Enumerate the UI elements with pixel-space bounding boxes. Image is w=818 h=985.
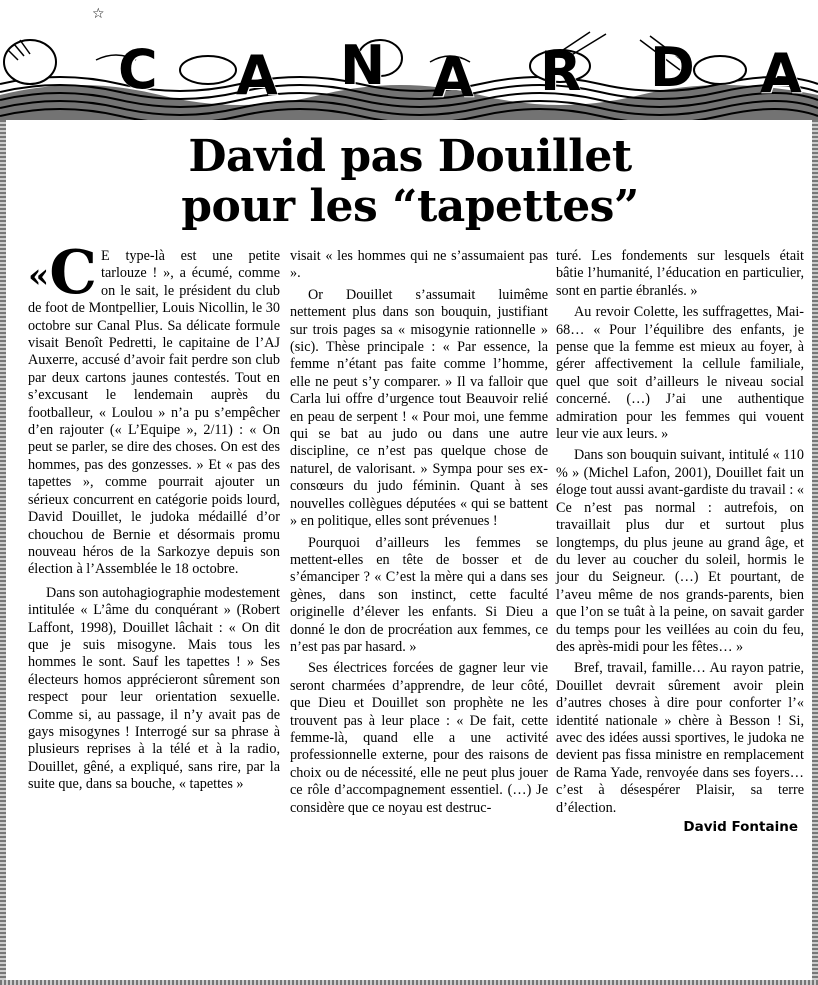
article-headline [60, 132, 760, 232]
banner-letter: A [432, 46, 474, 109]
banner-letter: D [650, 36, 695, 99]
article-column-1 [28, 238, 280, 794]
article-paragraph: Ses électrices forcées de gagner leur vie seront charmées d’apprendre, de leur côté, que Dieu et Douillet son prophète ne les trouvent pas à leur place : « De fait, cette femme-là, quand elle a une activité professionnelle externe, pour des raisons de choix ou de nécessité, elle ne peut plus jouer ce rôle d’accompagnement essentiel. (…) Je considère que ce noyau est destruc- [290, 660, 548, 816]
banner-title [0, 34, 818, 109]
banner-letter: A [760, 42, 802, 105]
article-paragraph: Au revoir Colette, les suffragettes, Mai-68… « Pour l’équilibre des enfants, je pense que la femme est mieux au foyer, à gérer affectivement la cellule familiale, quel que soit d’ailleurs le niveau social concerné. (…) J’ai une authentique admiration pour les femmes qui vouent leur vie aux leurs. » [556, 304, 804, 443]
drop-cap-letter: C [49, 238, 98, 308]
article-column-2 [290, 248, 548, 817]
banner-letter: C [118, 38, 158, 101]
article-paragraph: turé. Les fondements sur lesquels était bâtie l’humanité, l’éducation en particulier, sont en partie ébranlés. » [556, 248, 804, 299]
banner-letter: A [236, 44, 278, 107]
article-column-3 [556, 248, 804, 836]
drop-cap [28, 238, 98, 308]
left-border [0, 120, 6, 982]
banner-letter: N [340, 34, 386, 97]
headline-line-1: David pas Douillet [188, 131, 632, 182]
open-quote: « [28, 256, 50, 296]
article-paragraph: Bref, travail, famille… Au rayon patrie, Douillet devrait sûrement avoir plein d’autres choses à dire pour conforter l’« identité nationale » chère à Besson ! Si, avec des idées aussi sportives, le judoka ne devient pas fissa ministre en remplacement de Rama Yade, renvoyée dans ses foyers… c’est à désespérer Plaisir, sa terre d’élection. [556, 660, 804, 816]
article-paragraph [28, 238, 280, 579]
article-paragraph: Or Douillet s’assumait luimême nettement plus dans son bouquin, justifiant sur trois pages sa « misogynie rationnelle » (sic). Thèse principale : « Par essence, la femme n’étant pas faite comme l’homme, elle ne peut s’y comparer. » Il va falloir que Carla lui offre d’urgence tout Beauvoir relié en peau de serpent ! « Pour moi, une femme qui se bat au judo ou dans une autre discipline, ce n’est pas quelque chose de naturel, de valorisant. » Sympa pour ses ex-consœurs du judo féminin. Quant à ses nouvelles collègues députées « qui se battent » en politique, elles sont prévenues ! [290, 286, 548, 530]
article-paragraph: Dans son bouquin suivant, intitulé « 110 % » (Michel Lafon, 2001), Douillet fait un éloge tout aussi avant-gardiste du travail : « Ce n’est pas normal : autrefois, on travaillait plus dur et surtout plus longtemps, du plus jeune au grand âge, et du lever au coucher du soleil, hormis le jour du Seigneur. (…) Et pourtant, de l’aveu même de nos grands-parents, bien que l’on se tuât à la peine, on savait garder du temps pour les veillées au coin du feu, des après-midi pour les fêtes… » [556, 447, 804, 655]
article-paragraph: Pourquoi d’ailleurs les femmes se mettent-elles en tête de bosser et de s’émanciper ? « C’est la mère qui a dans ses gènes, dans son instinct, cette faculté originelle d’élever les enfants. Si Dieu a donné le don de procréation aux femmes, ce n’est pas par hasard. » [290, 534, 548, 655]
svg-text:☆: ☆ [92, 6, 105, 22]
paragraph-text: E type-là est une petite tarlouze ! », a écumé, comme on le sait, le président du club de foot de Montpellier, Louis Nicollin, le 30 octobre sur Canal Plus. Sa délicate formule visait Benoît Pedretti, le capitaine de l’AJ Auxerre, accusé d’avoir fait perdre son club par deux cartons jaunes contestés. Tout en s’excusant le lendemain auprès du footballeur, « Loulou » n’a pu s’empêcher d’en rajouter (« L’Equipe », 2/11) : « On peut se parler, se dire des choses. On est des hommes, pas des gonzesses. » Et « pas des tapettes », comme pourrait ajouter un sérieux concurrent en catégorie poids lourd, David Douillet, le judoka médaillé d’or chouchou de Bernie et désormais promu nouveau héros de la Sarkozye depuis son élection à l’Assemblée le 18 octobre. [28, 248, 280, 578]
headline-line-2: pour les “tapettes” [181, 181, 639, 232]
article-paragraph: visait « les hommes qui ne s’assumaient pas ». [290, 248, 548, 282]
right-border [812, 120, 818, 982]
author-signature: David Fontaine [683, 819, 798, 835]
banner-letter: R [540, 40, 582, 103]
bottom-border [0, 980, 818, 985]
canard-banner [0, 0, 818, 120]
article-paragraph: Dans son autohagiographie modestement intitulée « L’âme du conquérant » (Robert Laffont, 1998), Douillet lâchait : « On dit que je suis misogyne. Mais tous les hommes le sont. Sauf les tapettes ! » Ses électeurs homos apprécieront sûrement son respect pour leur orientation sexuelle. Comme si, au passage, il n’y avait pas de gays misogynes ! Interrogé sur sa phrase à plusieurs reprises à la télé et à la radio, Douillet, gêné, a expliqué, sans rire, par la suite que, dans sa bouche, « tapettes » [28, 584, 280, 793]
